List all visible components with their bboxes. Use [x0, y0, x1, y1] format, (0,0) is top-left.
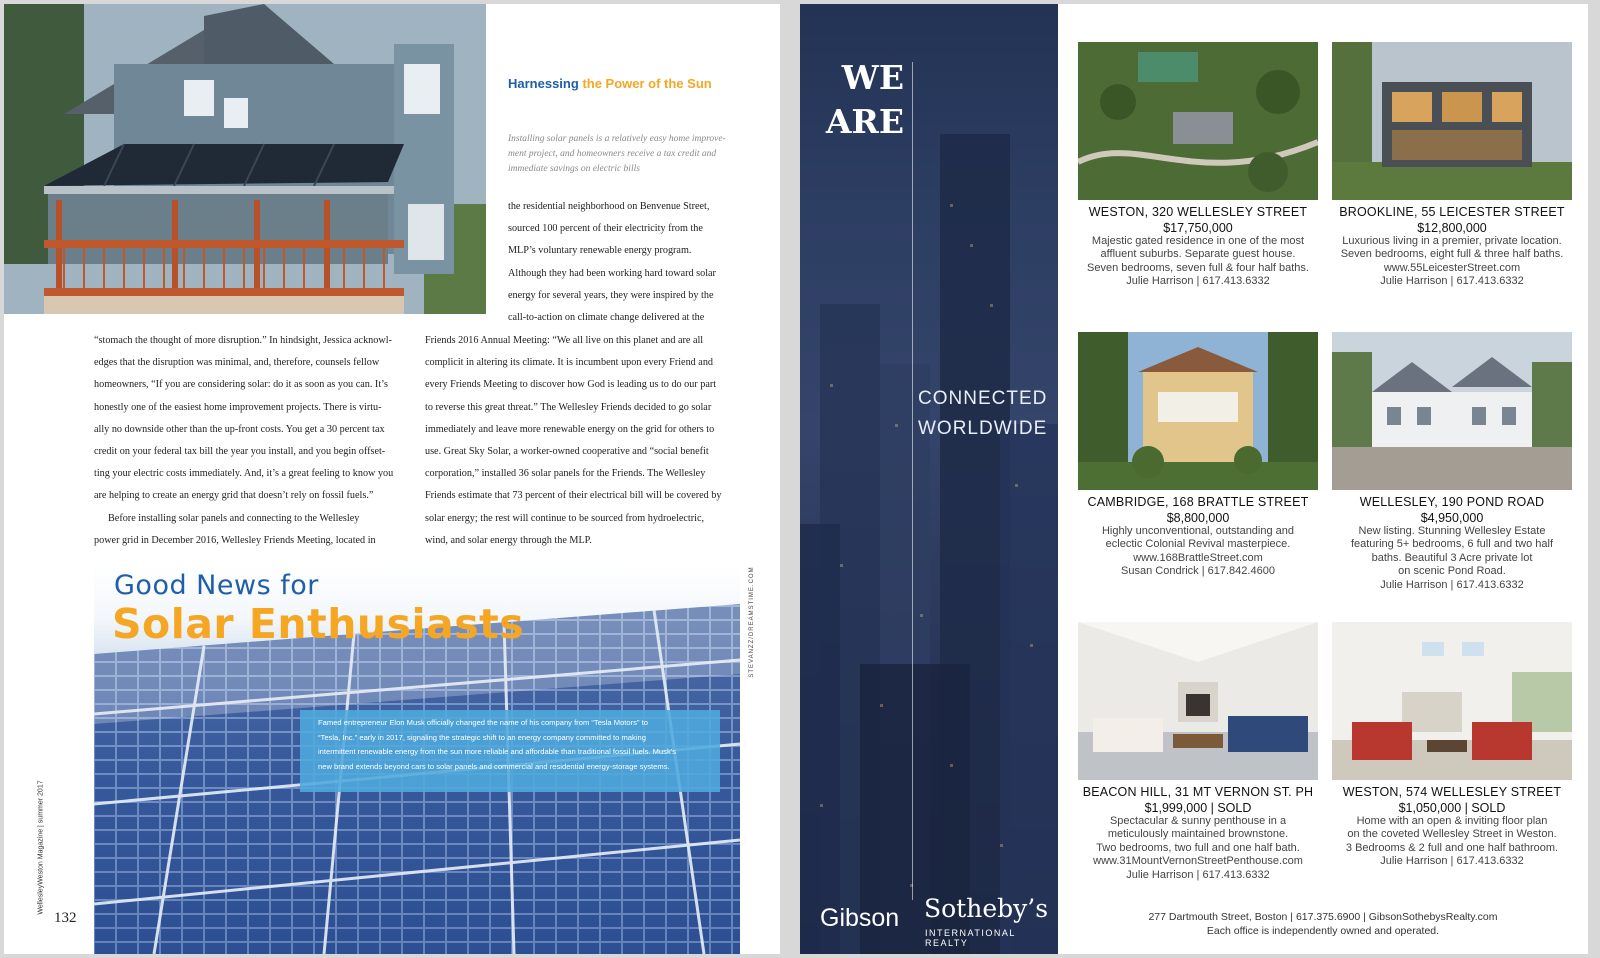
magazine-left-page [4, 4, 780, 954]
ad-footer: 277 Dartmouth Street, Boston | 617.375.6900 | GibsonSothebysRealty.com Each office is independently owned and operated. [1148, 911, 1498, 937]
ad-divider [912, 62, 913, 900]
folio-line: WellesleyWeston Magazine | summer 2017 [37, 780, 45, 915]
article-column-top: the residential neighborhood on Benvenue Street, sourced 100 percent of their electricity from the MLP’s voluntary renewable energy program. Although they had been working hard toward solar energy for several years, they were inspired by the call-to-action on climate change delivered at the [508, 201, 716, 324]
sidebar-title-large: Solar Enthusiasts [112, 600, 525, 648]
listing-photo-estate-aerial [1078, 42, 1318, 200]
solar-house-photo [4, 4, 486, 314]
article-dek: Installing solar panels is a relatively easy home improve- ment project, and homeowners receive a tax credit and immediate savings on electric bills [508, 134, 726, 174]
listing-card: WELLESLEY, 190 POND ROAD $4,950,000 New listing. Stunning Wellesley Estate featuring 5+ bedrooms, 6 full and two half baths. Beautiful 3 Acre private lot on scenic Pond Road. Julie Harrison | 617.413.6332 [1332, 332, 1572, 592]
solar-sidebar [94, 564, 740, 954]
listing-card: CAMBRIDGE, 168 BRATTLE STREET $8,800,000 Highly unconventional, outstanding and eclectic Colonial Revival masterpiece. www.168BrattleStreet.com Susan Condrick | 617.842.4600 [1078, 332, 1318, 579]
page-number: 132 [54, 910, 77, 926]
listing-card: BEACON HILL, 31 MT VERNON ST. PH $1,999,000 | SOLD Spectacular & sunny penthouse in a meticulously maintained brownstone. Two bedrooms, two full and one half bath. www.31MountVernonStreetPenthouse.com Julie Harrison | 617.413.6332 [1078, 622, 1318, 882]
article-headline: Harnessing the Power of the Sun [508, 76, 712, 91]
sidebar-title-small: Good News for [114, 570, 319, 601]
listing-photo-white-estate [1332, 332, 1572, 490]
listing-card: WESTON, 320 WELLESLEY STREET $17,750,000 Majestic gated residence in one of the most affluent suburbs. Separate guest house. Seven bedrooms, seven full & four half baths. Julie Harrison | 617.413.6332 [1078, 42, 1318, 289]
article-column-right: Friends 2016 Annual Meeting: “We all live on this planet and are all complicit in altering its climate. It is incumbent upon every Friend and every Friends Meeting to discover how God is leading us to do our part to reverse this great threat.” The Wellesley Friends decided to go solar immediately and leave more renewable energy on the grid for others to use. Great Sky Solar, a worker-owned cooperative and “social benefit corporation,” installed 36 solar panels for the Friends. The Wellesley Friends estimate that 73 percent of their electrical bill will be covered by solar energy; the rest will continue to be sourced from hydroelectric, wind, and solar energy through the MLP. [425, 335, 722, 546]
ad-tagline: CONNECTED WORLDWIDE [918, 388, 1048, 439]
ad-city-column [800, 4, 1058, 954]
listing-photo-colonial-revival [1078, 332, 1318, 490]
listing-card: WESTON, 574 WELLESLEY STREET $1,050,000 | SOLD Home with an open & inviting floor plan on the coveted Wellesley Street in Weston. 3 Bedrooms & 2 full and one half bathroom. Julie Harrison | 617.413.6332 [1332, 622, 1572, 869]
brand-sothebys-logo: Sotheby’s [924, 894, 1049, 923]
photo-credit: STEVANZZ/DREAMSTIME.COM [749, 566, 755, 678]
article-column-left: “stomach the thought of more disruption.” In hindsight, Jessica acknowl- edges that the disruption was minimal, and, therefore, counsels fellow homeowners, “If you are considering solar: do it as soon as you can. It’s honestly one of the easiest home improvement projects. There is virtu- ally no downside other than the up-front costs. You get a 30 percent tax credit on your federal tax bill the year you install, and you begin offset- ting your electric costs immediately. And, it’s a great feeling to know you are helping to create an energy grid that doesn’t rely on fossil fuels.” Before installing solar panels and connecting to the Wellesley power grid in December 2016, Wellesley Friends Meeting, located in [94, 335, 394, 546]
magazine-right-page-ad [800, 4, 1588, 954]
brand-gibson-logo: Gibson [820, 904, 900, 932]
sidebar-text-box: Famed entrepreneur Elon Musk officially changed the name of his company from “Tesla Motors” to “Tesla, Inc.” early in 2017, signaling the strategic shift to an energy company committed to making intermittent renewable energy from the sun more reliable and affordable than traditional fossil fuels. Musk’s new brand extends beyond cars to solar panels and commercial and residential energy-storage systems. [300, 710, 720, 792]
listing-card: BROOKLINE, 55 LEICESTER STREET $12,800,000 Luxurious living in a premier, private location. Seven bedrooms, eight full & three half baths. www.55LeicesterStreet.com Julie Harrison | 617.413.6332 [1332, 42, 1572, 289]
brand-subtitle: INTERNATIONAL REALTY [925, 928, 1016, 948]
listing-photo-penthouse-living-room [1078, 622, 1318, 780]
listing-photo-family-room [1332, 622, 1572, 780]
ad-headline: WE ARE [825, 58, 904, 141]
listing-photo-modern-house [1332, 42, 1572, 200]
city-skyline-image [800, 4, 1058, 954]
